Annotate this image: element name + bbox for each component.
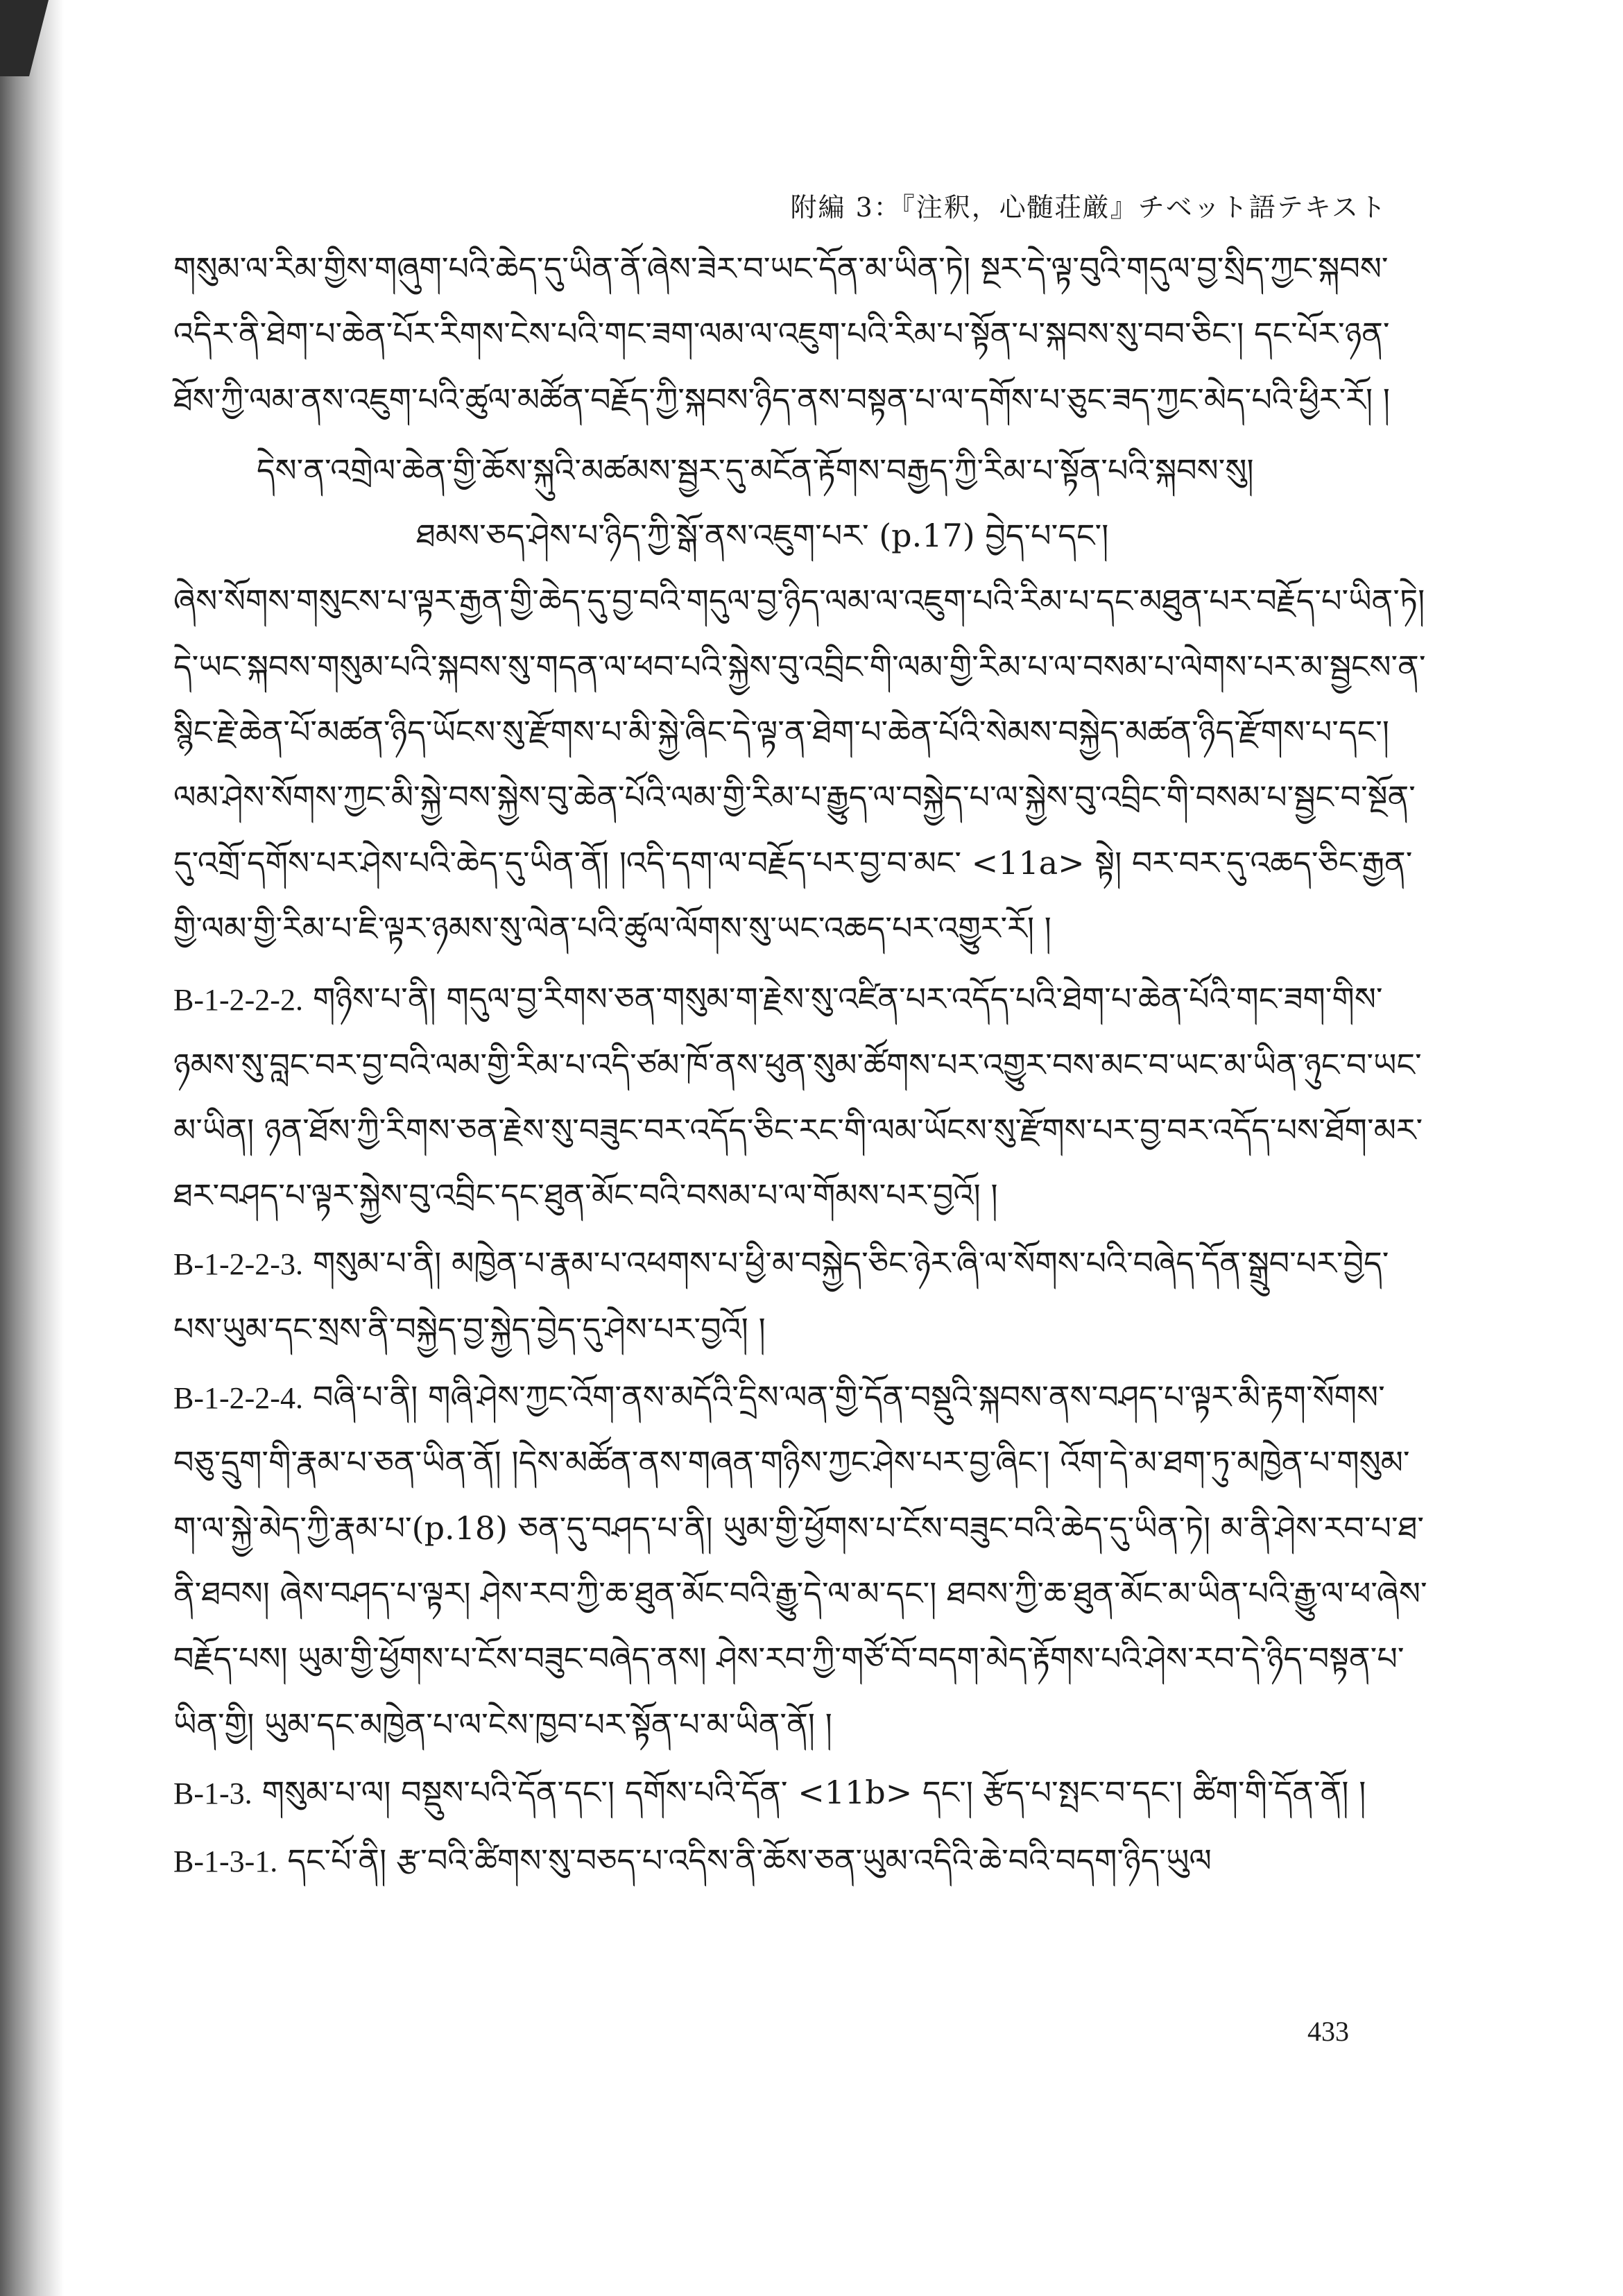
section-number: B-1-2-2-2.: [173, 983, 303, 1018]
section-b-1-2-2-4: [173, 1364, 1429, 1757]
section-b-1-3: [173, 1760, 1429, 1825]
quotation-block: [257, 438, 1429, 569]
section-b-1-3-1: [173, 1828, 1429, 1893]
page-number: 433: [1307, 2016, 1349, 2047]
section-text: གཉིས་པ་ནི། གདུལ་བྱ་རིགས་ཅན་གསུམ་ག་རྗེས་སུ་འཛིན་པར་འདོད་པའི་ཐེག་པ་ཆེན་པོའི་གང་ཟག་གིས་ཉམས་སུ་བླང་བར་བྱ་བའི་ལམ་གྱི་རིམ་པ་འདི་ཙམ་ཁོ་ནས་ཕུན་སུམ་ཚོགས་པར་འགྱུར་བས་མང་བ་ཡང་མ་ཡིན་ཉུང་བ་ཡང་མ་ཡིན། ཉན་ཐོས་ཀྱི་རིགས་ཅན་རྗེས་སུ་བཟུང་བར་འདོད་ཅིང་རང་གི་ལམ་ཡོངས་སུ་རྫོགས་པར་བྱ་བར་འདོད་པས་ཐོག་མར་ཐར་བཤད་པ་ལྟར་སྐྱེས་བུ་འབྲིང་དང་ཐུན་མོང་བའི་བསམ་པ་ལ་གོམས་པར་བྱའོ། །: [173, 980, 1423, 1215]
quotation-line-2: ཐམས་ཅད་ཤེས་པ་ཉིད་ཀྱི་སྒོ་ནས་འཇུག་པར་ (p.17) བྱེད་པ་དང་།: [416, 517, 1109, 555]
section-text: གསུམ་པ་ལ། བསྡུས་པའི་དོན་དང་། དགོས་པའི་དོན་ <11b> དང་། རྩོད་པ་སྤང་བ་དང་། ཚིག་གི་དོན་ནོ། །: [261, 1773, 1366, 1811]
section-b-1-2-2-2: [173, 966, 1429, 1228]
section-text: དང་པོ་ནི། རྩ་བའི་ཚིགས་སུ་བཅད་པ་འདིས་ནི་ཆོས་ཅན་ཡུམ་འདིའི་ཆེ་བའི་བདག་ཉིད་ཡུལ: [287, 1842, 1212, 1880]
section-text: གསུམ་པ་ནི། མཁྱེན་པ་རྣམ་པ་འཕགས་པ་ཕྱི་མ་བསྐྱེད་ཅིང་ཉེར་ཞི་ལ་སོགས་པའི་བཞེད་དོན་སྒྲུབ་པར་བྱེད་པས་ཡུམ་དང་སྲས་ནི་བསྐྱེད་བྱ་སྐྱེད་བྱེད་དུ་ཤེས་པར་བྱའོ། །: [173, 1244, 1389, 1348]
section-number: B-1-3-1.: [173, 1844, 278, 1879]
paragraph-2: ཞེས་སོགས་གསུངས་པ་ལྟར་རྒྱན་གྱི་ཆེད་དུ་བྱ་བའི་གདུལ་བྱ་ཉིད་ལམ་ལ་འཇུག་པའི་རིམ་པ་དང་མཐུན་པར་བརྗོད་པ་ཡིན་ཏེ། དེ་ཡང་སྐབས་གསུམ་པའི་སྐབས་སུ་གདན་ལ་ཕབ་པའི་སྐྱེས་བུ་འབྲིང་གི་ལམ་གྱི་རིམ་པ་ལ་བསམ་པ་ལེགས་པར་མ་སྦྱངས་ན་སྙིང་རྗེ་ཆེན་པོ་མཚན་ཉིད་ཡོངས་སུ་རྫོགས་པ་མི་སྐྱེ་ཞིང་དེ་ལྟ་ན་ཐེག་པ་ཆེན་པོའི་སེམས་བསྐྱེད་མཚན་ཉིད་རྫོགས་པ་དང་། ལམ་ཤེས་སོགས་ཀྱང་མི་སྐྱེ་བས་སྐྱེས་བུ་ཆེན་པོའི་ལམ་གྱི་རིམ་པ་རྒྱུད་ལ་བསྐྱེད་པ་ལ་སྐྱེས་བུ་འབྲིང་གི་བསམ་པ་སྦྱང་བ་སྔོན་དུ་འགྲོ་དགོས་པར་ཤེས་པའི་ཆེད་དུ་ཡིན་ནོ། །འདི་དག་ལ་བརྗོད་པར་བྱ་བ་མང་ <11a> སྟེ། བར་བར་དུ་འཆད་ཅིང་རྒྱན་གྱི་ལམ་གྱི་རིམ་པ་ཇི་ལྟར་ཉམས་སུ་ལེན་པའི་ཚུལ་ལོགས་སུ་ཡང་འཆད་པར་འགྱུར་རོ། །: [173, 582, 1426, 947]
paragraph-1: གསུམ་ལ་རིམ་གྱིས་གཞུག་པའི་ཆེད་དུ་ཡིན་ནོ་ཞེས་ཟེར་བ་ཡང་དོན་མ་ཡིན་ཏེ། སྔར་དེ་ལྟ་བུའི་གདུལ་བྱ་སྲིད་ཀྱང་སྐབས་འདིར་ནི་ཐེག་པ་ཆེན་པོར་རིགས་ངེས་པའི་གང་ཟག་ལམ་ལ་འཇུག་པའི་རིམ་པ་སྟོན་པ་སྐབས་སུ་བབ་ཅིང་། དང་པོར་ཉན་ཐོས་ཀྱི་ལམ་ནས་འཇུག་པའི་ཚུལ་མཚོན་བརྗོད་ཀྱི་སྐབས་ཉིད་ནས་བསྟན་པ་ལ་དགོས་པ་ཅུང་ཟད་ཀྱང་མེད་པའི་ཕྱིར་རོ། །: [173, 250, 1390, 418]
running-header: 附編 3：『注釈，心髄荘厳』チベット語テキスト: [790, 192, 1387, 223]
section-number: B-1-2-2-4.: [173, 1381, 303, 1416]
section-number: B-1-3.: [173, 1776, 252, 1810]
book-spine-shadow: [0, 0, 64, 2296]
section-number: B-1-2-2-3.: [173, 1247, 303, 1282]
main-text: [173, 236, 1429, 1893]
section-text: བཞི་པ་ནི། གཞི་ཤེས་ཀྱང་འོག་ནས་མདོའི་དྲིས་ལན་གྱི་དོན་བསྡུའི་སྐབས་ནས་བཤད་པ་ལྟར་མི་རྟག་སོགས་བཅུ་དྲུག་གི་རྣམ་པ་ཅན་ཡིན་ནོ། །དེས་མཚོན་ནས་གཞན་གཉིས་ཀྱང་ཤེས་པར་བྱ་ཞིང་། འོག་དེ་མ་ཐག་ཏུ་མཁྱེན་པ་གསུམ་ག་ལ་སྐྱེ་མེད་ཀྱི་རྣམ་པ་(p.18) ཅན་དུ་བཤད་པ་ནི། ཡུམ་གྱི་ཕྱོགས་པ་ངོས་བཟུང་བའི་ཆེད་དུ་ཡིན་ཏེ། མ་ནི་ཤེས་རབ་པ་ཐ་ནི་ཐབས། ཞེས་བཤད་པ་ལྟར། ཤེས་རབ་ཀྱི་ཆ་ཐུན་མོང་བའི་རྒྱུ་དེ་ལ་མ་དང་། ཐབས་ཀྱི་ཆ་ཐུན་མོང་མ་ཡིན་པའི་རྒྱུ་ལ་ཕ་ཞེས་བརྗོད་པས། ཡུམ་གྱི་ཕྱོགས་པ་ངོས་བཟུང་བཞེད་ནས། ཤེས་རབ་ཀྱི་གཙོ་བོ་བདག་མེད་རྟོགས་པའི་ཤེས་རབ་དེ་ཉིད་བསྟན་པ་ཡིན་གྱི། ཡུམ་དང་མཁྱེན་པ་ལ་ངེས་ཁྱབ་པར་སྟོན་པ་མ་ཡིན་ནོ། །: [173, 1378, 1427, 1743]
section-b-1-2-2-3: [173, 1231, 1429, 1362]
quotation-line-1: དེས་ན་འགྲེལ་ཆེན་གྱི་ཆོས་སྐུའི་མཚམས་སྦྱར་དུ་མངོན་རྟོགས་བརྒྱད་ཀྱི་རིམ་པ་སྟོན་པའི་སྐབས་སུ།: [257, 451, 1254, 489]
